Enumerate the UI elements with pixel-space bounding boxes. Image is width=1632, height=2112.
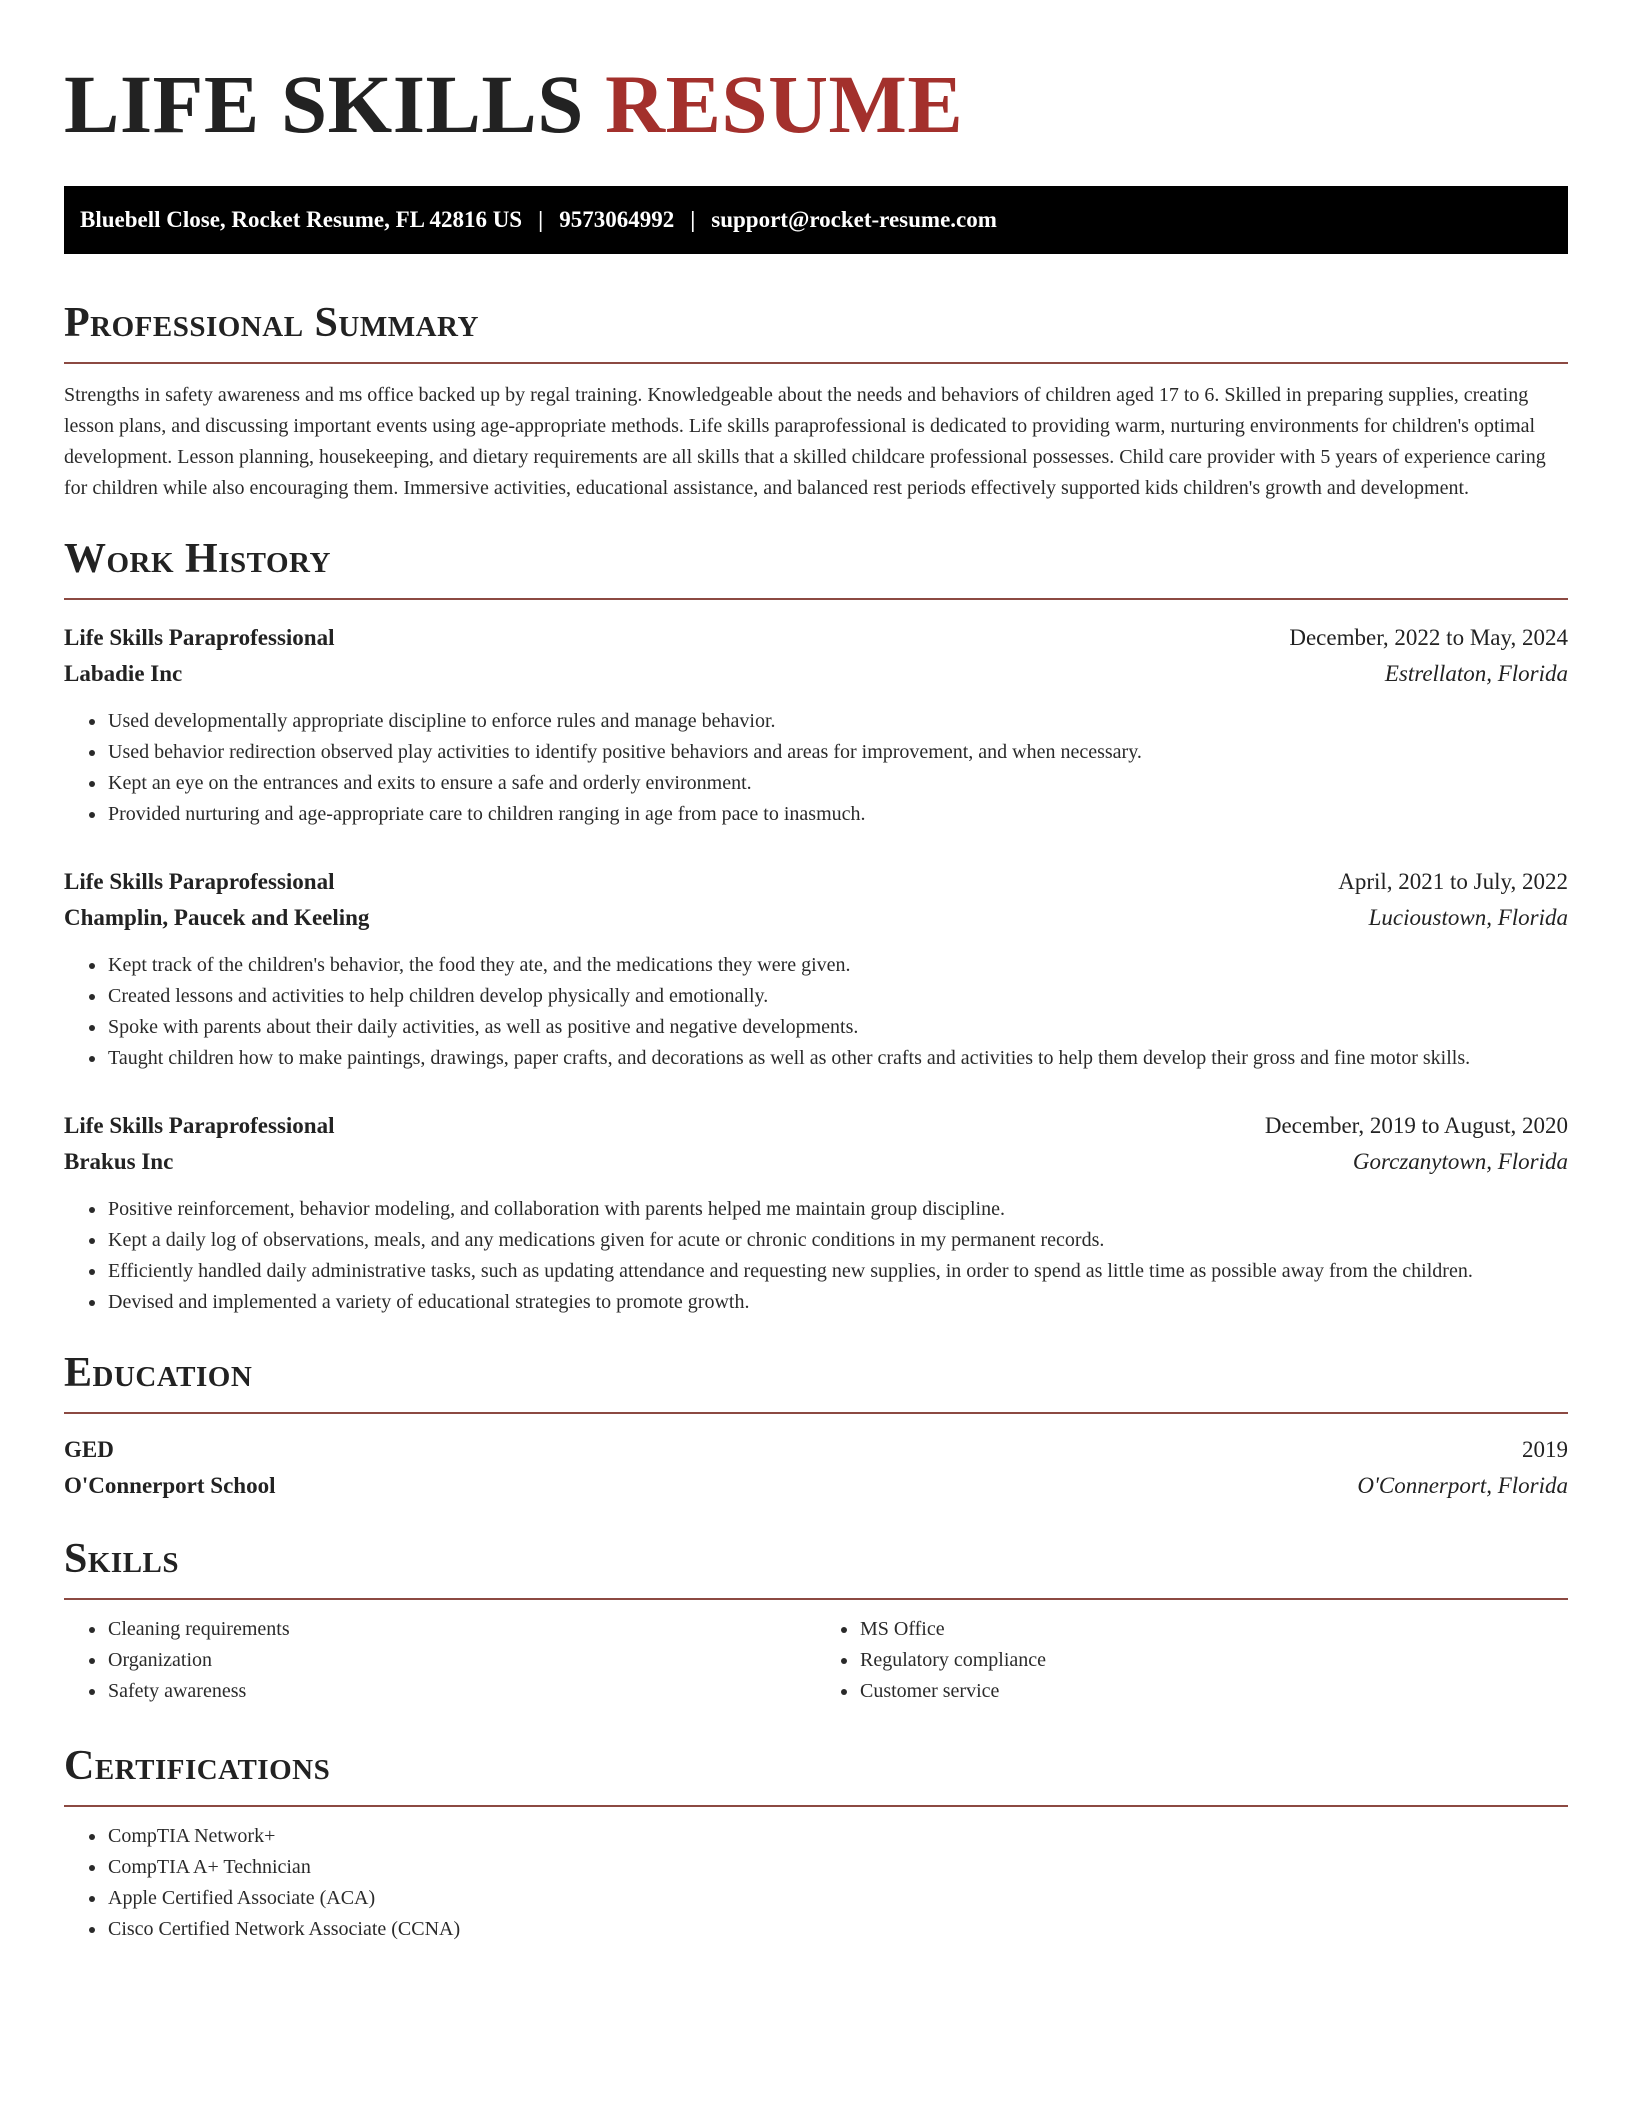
job-entry (64, 620, 1568, 830)
education-school-row (64, 1468, 1568, 1504)
education-degree: GED (64, 1437, 114, 1462)
skill-item: • Organization (107, 1645, 816, 1676)
skill-item: • Safety awareness (107, 1676, 816, 1707)
job-title: Life Skills Paraprofessional (64, 869, 335, 894)
certifications-section (64, 1741, 1568, 1945)
section-divider (64, 1412, 1568, 1414)
job-bullet: • Used developmentally appropriate discipline to enforce rules and manage behavior. (107, 706, 1568, 737)
title-accent: RESUME (605, 58, 964, 150)
job-company-row (64, 900, 1568, 936)
skills-heading: Skills (64, 1536, 180, 1582)
skill-item: • Cleaning requirements (107, 1614, 816, 1645)
certification-item: • Cisco Certified Network Associate (CCNA) (107, 1914, 1568, 1945)
contact-address: Bluebell Close, Rocket Resume, FL 42816 US (80, 207, 523, 232)
certification-item: • CompTIA Network+ (107, 1821, 1568, 1852)
job-bullets (64, 1194, 1568, 1318)
skill-item: • Customer service (859, 1676, 1568, 1707)
job-header-row (64, 620, 1568, 656)
work-history-heading: Work History (64, 536, 331, 582)
education-entry (64, 1432, 1568, 1504)
education-year: 2019 (1522, 1437, 1568, 1462)
job-bullet: • Spoke with parents about their daily activities, as well as positive and negative developments. (107, 1012, 1568, 1043)
job-bullet: • Kept an eye on the entrances and exits to ensure a safe and orderly environment. (107, 768, 1568, 799)
education-degree-row (64, 1432, 1568, 1468)
job-bullet: • Created lessons and activities to help children develop physically and emotionally. (107, 981, 1568, 1012)
job-bullet: • Kept track of the children's behavior, the food they ate, and the medications they were given. (107, 950, 1568, 981)
skill-item: • Regulatory compliance (859, 1645, 1568, 1676)
job-title: Life Skills Paraprofessional (64, 625, 335, 650)
job-company-row (64, 1144, 1568, 1180)
job-bullet: • Kept a daily log of observations, meals, and any medications given for acute or chronic conditions in my permanent records. (107, 1225, 1568, 1256)
title-main: LIFE SKILLS (64, 58, 584, 150)
job-dates: December, 2022 to May, 2024 (1289, 625, 1568, 650)
job-bullet: • Provided nurturing and age-appropriate care to children ranging in age from pace to inasmuch. (107, 799, 1568, 830)
job-company: Champlin, Paucek and Keeling (64, 905, 370, 930)
job-bullet: • Positive reinforcement, behavior modeling, and collaboration with parents helped me maintain group discipline. (107, 1194, 1568, 1225)
section-divider (64, 1805, 1568, 1807)
skill-item: • MS Office (859, 1614, 1568, 1645)
section-divider (64, 1598, 1568, 1600)
certification-item: • Apple Certified Associate (ACA) (107, 1883, 1568, 1914)
contact-bar (64, 186, 1568, 254)
section-divider (64, 362, 1568, 364)
education-heading: Education (64, 1350, 253, 1396)
job-location: Lucioustown, Florida (1368, 905, 1568, 930)
job-entry (64, 864, 1568, 1074)
skills-column (64, 1614, 816, 1707)
certifications-heading: Certifications (64, 1743, 331, 1789)
resume-title (64, 56, 1568, 152)
job-header-row (64, 864, 1568, 900)
summary-heading: Professional Summary (64, 300, 479, 346)
section-divider (64, 598, 1568, 600)
job-entry (64, 1108, 1568, 1318)
job-dates: April, 2021 to July, 2022 (1338, 869, 1568, 894)
job-company-row (64, 656, 1568, 692)
job-title: Life Skills Paraprofessional (64, 1113, 335, 1138)
job-bullet: • Efficiently handled daily administrative tasks, such as updating attendance and requesting new supplies, in order to spend as little time as possible away from the children. (107, 1256, 1568, 1287)
job-location: Estrellaton, Florida (1384, 661, 1568, 686)
contact-separator: | (690, 207, 696, 232)
job-bullet: • Taught children how to make paintings, drawings, paper crafts, and decorations as well as other crafts and activities to help them develop their gross and fine motor skills. (107, 1043, 1568, 1074)
work-history-section (64, 534, 1568, 1318)
certifications-list (64, 1821, 1568, 1945)
education-section (64, 1348, 1568, 1504)
job-bullet: • Used behavior redirection observed play activities to identify positive behaviors and areas for improvement, and when necessary. (107, 737, 1568, 768)
job-company: Brakus Inc (64, 1149, 174, 1174)
summary-section (64, 298, 1568, 504)
contact-email: support@rocket-resume.com (711, 207, 997, 232)
job-company: Labadie Inc (64, 661, 183, 686)
education-school: O'Connerport School (64, 1473, 276, 1498)
certification-item: • CompTIA A+ Technician (107, 1852, 1568, 1883)
skills-column (816, 1614, 1568, 1707)
job-bullets (64, 706, 1568, 830)
job-bullets (64, 950, 1568, 1074)
job-dates: December, 2019 to August, 2020 (1264, 1113, 1568, 1138)
contact-separator: | (538, 207, 544, 232)
summary-text: Strengths in safety awareness and ms office backed up by regal training. Knowledgeable about the needs and behaviors of children aged 17 to 6. Skilled in preparing supplies, creating lesson plans, and discussing important events using age-appropriate methods. Life skills paraprofessional is dedicated to providing warm, nurturing environments for children's optimal development. Lesson planning, housekeeping, and dietary requirements are all skills that a skilled childcare professional possesses. Child care provider with 5 years of experience caring for children while also encouraging them. Immersive activities, educational assistance, and balanced rest periods effectively supported kids children's growth and development. (64, 384, 1546, 499)
education-location: O'Connerport, Florida (1357, 1473, 1568, 1498)
skills-section (64, 1534, 1568, 1707)
skills-grid (64, 1614, 1568, 1707)
job-location: Gorczanytown, Florida (1352, 1149, 1568, 1174)
contact-phone: 9573064992 (559, 207, 675, 232)
job-header-row (64, 1108, 1568, 1144)
job-bullet: • Devised and implemented a variety of educational strategies to promote growth. (107, 1287, 1568, 1318)
